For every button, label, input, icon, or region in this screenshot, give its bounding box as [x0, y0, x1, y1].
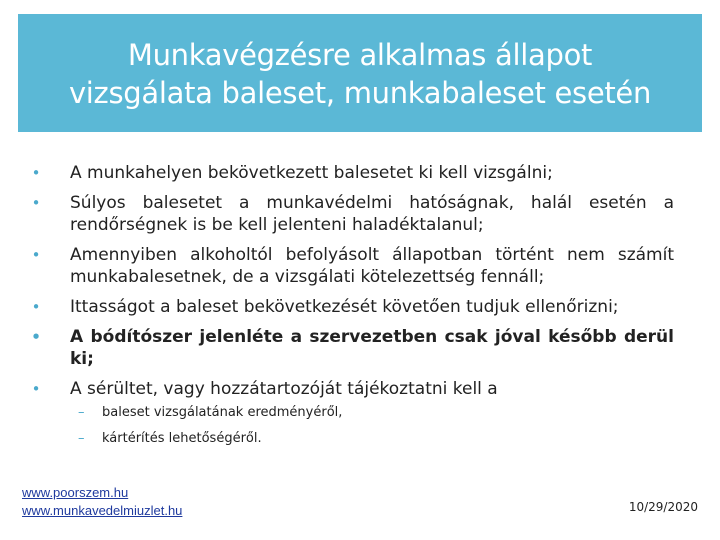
bullet-dot-icon: •	[31, 194, 41, 212]
bullet-item	[26, 378, 674, 400]
bullet-item	[26, 162, 674, 184]
bullet-list	[26, 162, 674, 408]
bullet-text: A bódítószer jelenléte a szervezetben csak jóval később derül ki;	[70, 327, 674, 369]
bullet-item	[26, 296, 674, 318]
bullet-text: A munkahelyen bekövetkezett balesetet ki kell vizsgálni;	[70, 163, 553, 183]
bullet-text: A sérültet, vagy hozzátartozóját tájékoztatni kell a	[70, 379, 498, 399]
slide-date: 10/29/2020	[628, 500, 698, 514]
bullet-text: Amennyiben alkoholtól befolyásolt állapotban történt nem számít munkabalesetnek, de a vizsgálati kötelezettség fennáll;	[70, 245, 674, 287]
sub-bullet-list	[78, 404, 342, 456]
link-poorszem[interactable]: www.poorszem.hu	[22, 485, 129, 500]
sub-bullet-item	[78, 404, 342, 422]
bullet-item-bold	[26, 326, 674, 370]
link-munkavedelmiuzlet[interactable]: www.munkavedelmiuzlet.hu	[22, 503, 183, 518]
slide-title	[18, 36, 702, 112]
bullet-dot-icon: •	[31, 328, 41, 346]
title-banner	[18, 14, 702, 132]
bullet-dot-icon: •	[31, 246, 41, 264]
bullet-text: Ittasságot a baleset bekövetkezését követően tudjuk ellenőrizni;	[70, 297, 619, 317]
bullet-item	[26, 244, 674, 288]
footer-links	[22, 484, 182, 520]
bullet-dot-icon: •	[31, 164, 41, 182]
bullet-text: Súlyos balesetet a munkavédelmi hatóságnak, halál esetén a rendőrségnek is be kell jelenteni haladéktalanul;	[70, 193, 674, 235]
bullet-dot-icon: •	[31, 380, 41, 398]
bullet-item	[26, 192, 674, 236]
sub-bullet-text: kártérítés lehetőségéről.	[102, 431, 262, 446]
dash-icon: –	[78, 405, 85, 420]
sub-bullet-text: baleset vizsgálatának eredményéről,	[102, 405, 343, 420]
sub-bullet-item	[78, 430, 342, 448]
slide-title-line-2: vizsgálata baleset, munkabaleset esetén	[68, 76, 652, 110]
slide-title-line-1: Munkavégzésre alkalmas állapot	[127, 38, 593, 72]
bullet-dot-icon: •	[31, 298, 41, 316]
dash-icon: –	[78, 431, 85, 446]
